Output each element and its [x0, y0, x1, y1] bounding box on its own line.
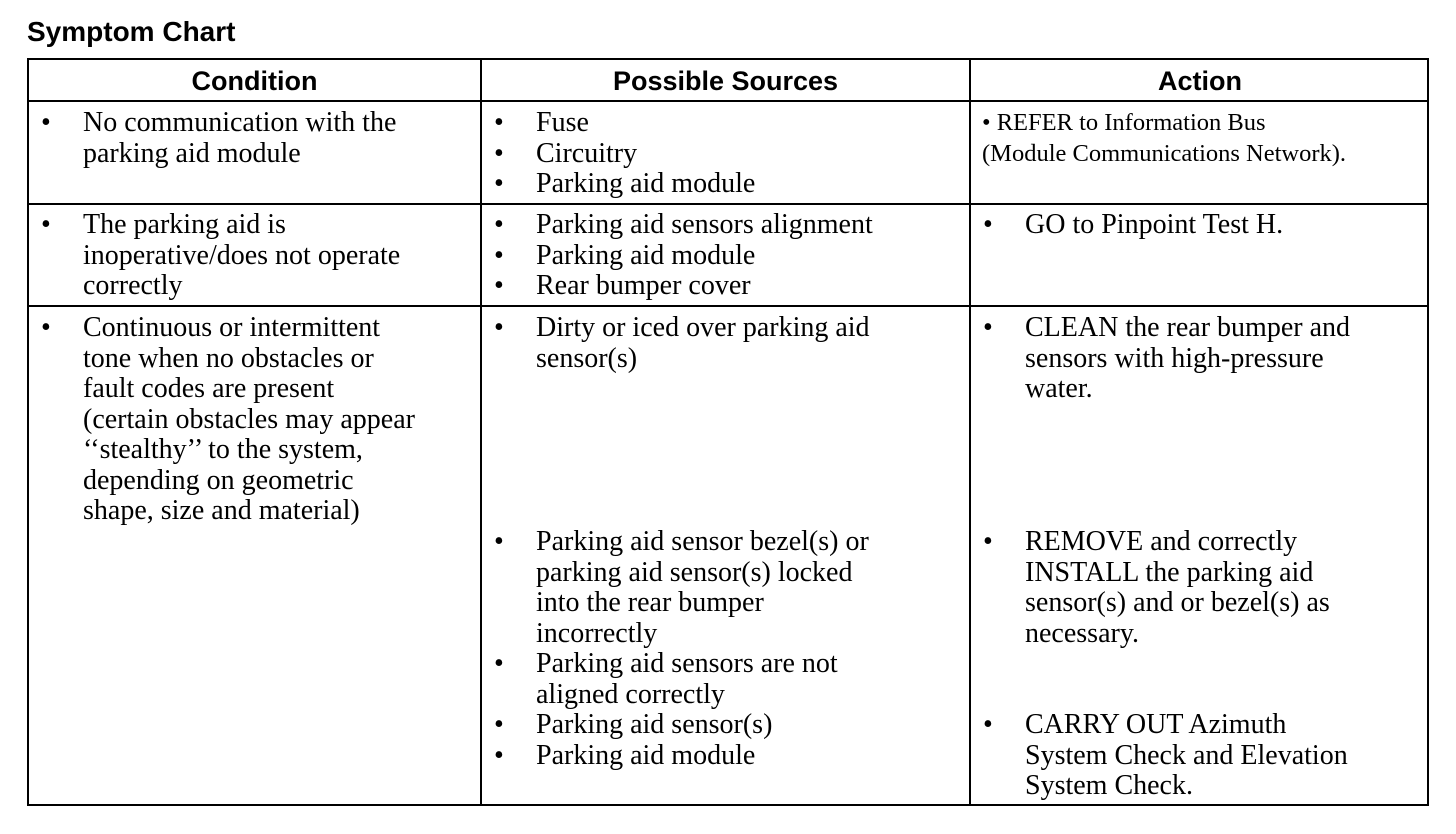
line: parking aid module	[83, 137, 301, 169]
row-3-action-group-2	[971, 527, 1429, 649]
line: sensors with high-pressure	[1025, 342, 1324, 374]
bullet: •	[494, 709, 504, 740]
line: incorrectly	[536, 617, 658, 649]
list-item	[482, 210, 969, 241]
row-divider	[29, 305, 1427, 307]
row-2-condition	[29, 210, 480, 302]
list-item	[482, 313, 969, 374]
list-item	[482, 108, 969, 139]
list-item	[482, 710, 969, 741]
page-title: Symptom Chart	[27, 16, 236, 47]
row-3-action-group-1	[971, 313, 1429, 405]
list-item	[482, 649, 969, 710]
line: Parking aid sensor bezel(s) or	[536, 526, 869, 557]
list-item	[971, 527, 1429, 649]
row-2-sources	[482, 210, 969, 302]
bullet: •	[983, 526, 993, 557]
line: ‘‘stealthy’’ to the system,	[83, 434, 363, 465]
line: REFER to Information Bus	[996, 109, 1266, 136]
list-item	[482, 741, 969, 772]
list-item	[982, 107, 1428, 138]
column-divider	[969, 60, 971, 804]
line: sensor(s)	[536, 342, 638, 374]
row-2-action	[971, 210, 1429, 241]
list-item	[482, 271, 969, 302]
line: aligned correctly	[536, 678, 725, 710]
line: CLEAN the rear bumper and	[1025, 312, 1350, 343]
bullet: •	[494, 312, 504, 343]
bullet: •	[982, 109, 991, 136]
bullet: •	[494, 168, 504, 199]
line: water.	[1025, 373, 1093, 404]
header-possible-sources: Possible Sources	[612, 66, 839, 96]
line: System Check and Elevation	[1025, 739, 1348, 771]
line: No communication with the	[83, 107, 397, 138]
bullet: •	[983, 209, 993, 240]
list-item	[971, 210, 1429, 241]
line: tone when no obstacles or	[83, 342, 374, 374]
line: Fuse	[536, 107, 589, 138]
list-item	[971, 710, 1429, 802]
line: depending on geometric	[83, 464, 354, 496]
list-item	[482, 169, 969, 200]
list-item	[482, 241, 969, 272]
row-3-sources-group-1	[482, 313, 969, 374]
symptom-chart-table	[27, 58, 1429, 806]
bullet: •	[494, 239, 504, 271]
row-3-action-group-3	[971, 710, 1429, 802]
row-divider	[29, 203, 1427, 205]
list-item	[971, 313, 1429, 405]
line: parking aid sensor(s) locked	[536, 556, 853, 588]
line: Rear bumper cover	[536, 270, 751, 301]
line: CARRY OUT Azimuth	[1025, 709, 1287, 740]
list-item	[482, 139, 969, 170]
line: correctly	[83, 270, 183, 301]
line: Dirty or iced over parking aid	[536, 312, 870, 343]
bullet: •	[983, 312, 993, 343]
header-action: Action	[1158, 66, 1242, 96]
line: inoperative/does not operate	[83, 239, 401, 271]
row-3-condition	[29, 313, 480, 527]
bullet: •	[41, 209, 51, 240]
line: into the rear bumper	[536, 587, 764, 618]
bullet: •	[494, 270, 504, 301]
bullet: •	[494, 648, 504, 679]
line: sensor(s) and or bezel(s) as	[1025, 587, 1330, 618]
line: shape, size and material)	[83, 495, 360, 526]
line: INSTALL the parking aid	[1025, 556, 1314, 588]
bullet: •	[494, 107, 504, 138]
line: (Module Communications Network).	[982, 140, 1347, 167]
line: necessary.	[1025, 617, 1140, 649]
bullet: •	[494, 209, 504, 240]
bullet: •	[494, 526, 504, 557]
line: fault codes are present	[83, 373, 335, 404]
list-item	[29, 210, 480, 302]
list-item	[29, 108, 480, 169]
row-3-sources-group-3	[482, 710, 969, 771]
bullet: •	[41, 312, 51, 343]
row-1-sources	[482, 108, 969, 200]
line: Parking aid module	[536, 239, 756, 271]
row-1-action	[982, 107, 1428, 169]
line: (certain obstacles may appear	[83, 403, 415, 435]
line: Parking aid module	[536, 168, 756, 199]
list-item	[482, 527, 969, 649]
line: Parking aid sensor(s)	[536, 709, 773, 740]
line: GO to Pinpoint Test H.	[1025, 209, 1284, 240]
line: Circuitry	[536, 137, 638, 169]
bullet: •	[41, 107, 51, 138]
line: Parking aid sensors are not	[536, 648, 838, 679]
line: System Check.	[1025, 770, 1193, 801]
bullet: •	[983, 709, 993, 740]
line: Continuous or intermittent	[83, 312, 381, 343]
line: REMOVE and correctly	[1025, 526, 1298, 557]
line: The parking aid is	[83, 209, 286, 240]
line: Parking aid sensors alignment	[536, 209, 873, 240]
list-item	[29, 313, 480, 527]
row-3-sources-group-2	[482, 527, 969, 710]
header-condition: Condition	[191, 66, 318, 96]
bullet: •	[494, 739, 504, 771]
row-1-condition	[29, 108, 480, 169]
line: Parking aid module	[536, 739, 756, 771]
bullet: •	[494, 137, 504, 169]
